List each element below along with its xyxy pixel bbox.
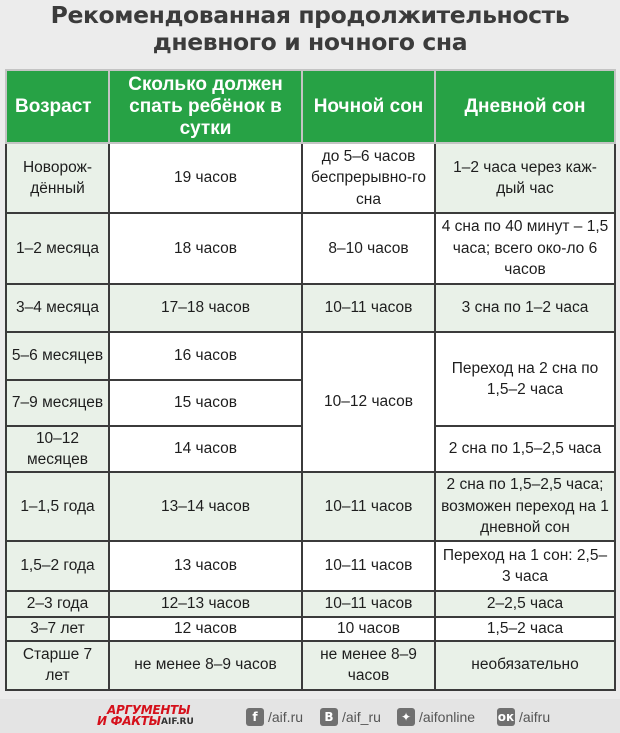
logo-site: AIF.RU [161,717,194,727]
aif-logo[interactable] [97,704,227,730]
footer [0,699,620,733]
age-cell: 3–7 лет [6,617,109,641]
total-cell: 13–14 часов [109,472,302,541]
header-age: Возраст [6,70,109,143]
age-cell: 1–2 месяца [6,213,109,284]
night-cell: 10–11 часов [302,284,435,332]
vk-icon: В [320,708,338,726]
night-cell: до 5–6 часов беспрерывно-го сна [302,143,435,213]
total-cell: не менее 8–9 часов [109,641,302,690]
total-cell: 15 часов [109,380,302,426]
logo-line-2: И ФАКТЫ [97,714,161,728]
table-row [6,541,615,591]
day-cell: необязательно [435,641,615,690]
table-row [6,284,615,332]
age-cell: 1,5–2 года [6,541,109,591]
total-cell: 19 часов [109,143,302,213]
night-cell-merged: 10–12 часов [302,332,435,472]
page-title [0,2,620,56]
total-cell: 12 часов [109,617,302,641]
day-cell-merged: Переход на 2 сна по 1,5–2 часа [435,332,615,426]
day-cell: Переход на 1 сон: 2,5–3 часа [435,541,615,591]
table-row [6,332,615,380]
day-cell: 2 сна по 1,5–2,5 часа; возможен переход на 1 дневной сон [435,472,615,541]
age-cell: 7–9 месяцев [6,380,109,426]
age-cell: Старше 7 лет [6,641,109,690]
facebook-icon: f [246,708,264,726]
table-row [6,591,615,617]
total-cell: 18 часов [109,213,302,284]
night-cell: 8–10 часов [302,213,435,284]
total-cell: 16 часов [109,332,302,380]
age-cell: 10–12 месяцев [6,426,109,472]
table-row [6,213,615,284]
age-cell: 2–3 года [6,591,109,617]
social-text: /aif.ru [268,709,304,725]
night-cell: 10 часов [302,617,435,641]
age-cell: 3–4 месяца [6,284,109,332]
social-text: /aifru [519,709,551,725]
table-row [6,472,615,541]
age-cell: 1–1,5 года [6,472,109,541]
total-cell: 12–13 часов [109,591,302,617]
table-header-row [6,70,615,143]
age-cell: Новорож-дённый [6,143,109,213]
social-link-twitter[interactable] [397,707,475,727]
night-cell: не менее 8–9 часов [302,641,435,690]
social-link-facebook[interactable] [246,707,303,727]
sleep-table [5,69,616,691]
age-cell: 5–6 месяцев [6,332,109,380]
total-cell: 17–18 часов [109,284,302,332]
day-cell: 2 сна по 1,5–2,5 часа [435,426,615,472]
header-day: Дневной сон [435,70,615,143]
social-link-vk[interactable] [320,707,381,727]
night-cell: 10–11 часов [302,591,435,617]
day-cell: 2–2,5 часа [435,591,615,617]
day-cell: 1–2 часа через каж-дый час [435,143,615,213]
table-row [6,641,615,690]
table-row [6,617,615,641]
total-cell: 13 часов [109,541,302,591]
total-cell: 14 часов [109,426,302,472]
social-text: /aif_ru [342,709,381,725]
table-row [6,143,615,213]
title-line-2: дневного и ночного сна [152,28,468,56]
logo-line-1: АРГУМЕНТЫ [107,703,191,717]
day-cell: 4 сна по 40 минут – 1,5 часа; всего око-ло 6 часов [435,213,615,284]
night-cell: 10–11 часов [302,541,435,591]
night-cell: 10–11 часов [302,472,435,541]
header-total: Сколько должен спать ребёнок в сутки [109,70,302,143]
header-night: Ночной сон [302,70,435,143]
day-cell: 1,5–2 часа [435,617,615,641]
day-cell: 3 сна по 1–2 часа [435,284,615,332]
twitter-icon: ✦ [397,708,415,726]
title-line-1: Рекомендованная продолжительность [50,1,570,29]
odnoklassniki-icon: ок [497,710,515,724]
social-text: /aifonline [419,709,476,725]
social-link-odnoklassniki[interactable] [497,707,550,727]
